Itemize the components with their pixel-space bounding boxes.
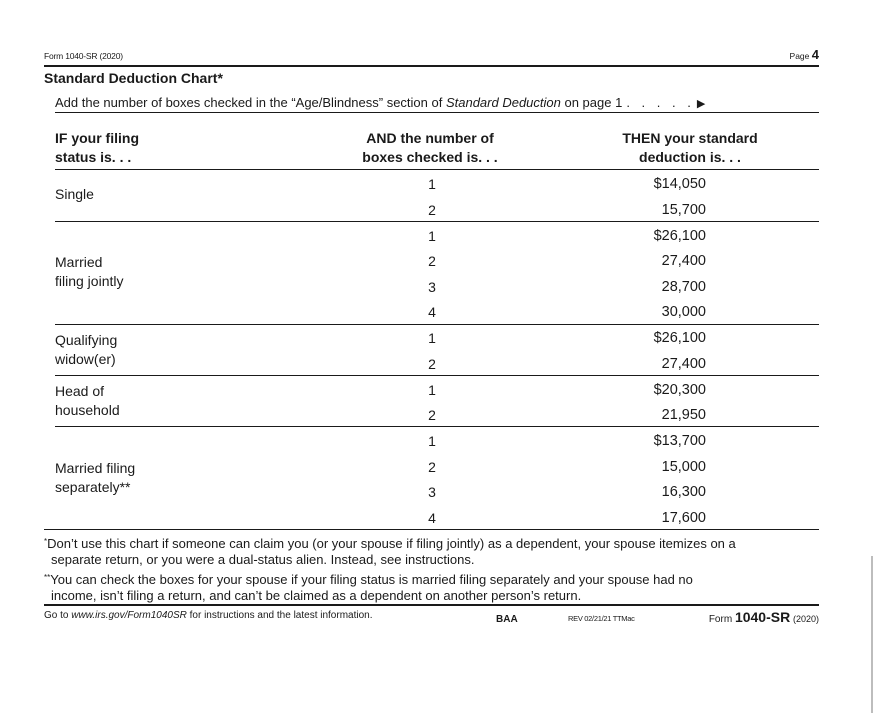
status-line: household: [55, 402, 120, 418]
deduction-amount: 27,400: [661, 253, 706, 269]
status-line: Head of: [55, 383, 105, 399]
footnote-1: [44, 534, 824, 568]
footer-goto: [44, 610, 373, 621]
page-number: [790, 47, 819, 62]
deduction-amount: 30,000: [661, 304, 706, 320]
boxes-checked: 3: [428, 484, 436, 500]
footnote-text: separate return, or you were a dual-status alien. Instead, see instructions.: [51, 552, 475, 567]
boxes-checked: 2: [428, 356, 436, 372]
column-header-boxes: [355, 129, 505, 167]
deduction-amount: $26,100: [653, 330, 706, 346]
deduction-amount: 16,300: [661, 484, 706, 500]
boxes-checked: 1: [428, 382, 436, 398]
deduction-amount: 17,600: [661, 510, 706, 526]
footnote-2: [44, 570, 824, 604]
column-header-filing-status: [55, 129, 139, 167]
footnote-text: You can check the boxes for your spouse if your filing status is married filing separately and your spouse had no: [50, 572, 693, 587]
filing-status-single: [55, 185, 94, 204]
status-line: Single: [55, 186, 94, 202]
form-name: 1040-SR: [734, 609, 791, 625]
footnote-marker: **: [44, 573, 51, 582]
chart-title: Standard Deduction Chart*: [44, 70, 223, 86]
group-divider: [55, 324, 819, 325]
filing-status-qualifying-widower: [55, 331, 117, 369]
column-header-line: status is. . .: [55, 149, 132, 165]
column-header-line: deduction is. . .: [639, 149, 741, 165]
baa-label: BAA: [496, 614, 518, 625]
form-prefix: Form: [708, 614, 733, 625]
column-header-line: IF your filing: [55, 130, 139, 146]
group-divider: [55, 426, 819, 427]
deduction-amount: 28,700: [661, 279, 706, 295]
deduction-amount: 15,000: [661, 459, 706, 475]
page-prefix: Page: [789, 51, 810, 61]
deduction-amount: 27,400: [661, 356, 706, 372]
deduction-amount: $20,300: [653, 382, 706, 398]
boxes-checked: 4: [428, 510, 436, 526]
boxes-checked: 4: [428, 304, 436, 320]
deduction-amount: 15,700: [661, 202, 706, 218]
boxes-checked: 2: [428, 459, 436, 475]
boxes-checked: 1: [428, 228, 436, 244]
column-header-line: AND the number of: [366, 130, 494, 146]
chart-bottom-rule: [44, 529, 819, 530]
column-header-line: THEN your standard: [622, 130, 758, 146]
status-line: Married: [55, 254, 103, 270]
boxes-checked: 2: [428, 407, 436, 423]
footer-rule: [44, 604, 819, 606]
revision-label: REV 02/21/21 TTMac: [568, 614, 635, 623]
deduction-amount: $14,050: [653, 176, 706, 192]
arrow-right-icon: ▶: [696, 98, 706, 110]
footer-text: for instructions and the latest information.: [186, 610, 373, 621]
page-number-value: 4: [811, 47, 819, 62]
status-line: filing jointly: [55, 273, 124, 289]
column-header-rule: [55, 169, 819, 170]
group-divider: [55, 221, 819, 222]
filing-status-head-of-household: [55, 382, 120, 420]
status-line: separately**: [55, 479, 131, 495]
header-rule: [44, 65, 819, 67]
column-header-deduction: [600, 129, 780, 167]
footer-text: Go to: [44, 610, 72, 621]
instruction-text: Add the number of boxes checked in the “Age/Blindness” section of: [55, 95, 446, 110]
status-line: widow(er): [55, 351, 116, 367]
column-header-line: boxes checked is. . .: [362, 149, 498, 165]
status-line: Married filing: [55, 460, 136, 476]
instruction-text-end: on page 1: [560, 95, 623, 110]
footnote-marker: *: [44, 537, 48, 546]
boxes-checked: 1: [428, 330, 436, 346]
group-divider: [55, 375, 819, 376]
boxes-checked: 2: [428, 253, 436, 269]
boxes-checked: 1: [428, 176, 436, 192]
boxes-checked: 3: [428, 279, 436, 295]
form-label: Form 1040-SR (2020): [44, 51, 123, 61]
status-line: Qualifying: [55, 332, 118, 348]
deduction-amount: 21,950: [661, 407, 706, 423]
boxes-checked: 1: [428, 433, 436, 449]
instruction-italic: Standard Deduction: [445, 95, 561, 110]
instruction-dots: . . . . .: [626, 95, 695, 110]
chart-instruction: [55, 95, 705, 110]
deduction-amount: $26,100: [653, 228, 706, 244]
footnote-text: income, isn’t filing a return, and can’t be claimed as a dependent on another person’s return.: [51, 588, 582, 603]
form-footer: [709, 609, 819, 625]
footnote-text: Don’t use this chart if someone can claim you (or your spouse if filing jointly) as a dependent, your spouse itemizes on a: [47, 536, 736, 551]
form-year: (2020): [792, 614, 819, 624]
irs-link[interactable]: www.irs.gov/Form1040SR: [71, 610, 187, 621]
filing-status-married-separately: [55, 459, 135, 497]
deduction-amount: $13,700: [653, 433, 706, 449]
filing-status-married-jointly: [55, 253, 123, 291]
instruction-rule: [55, 112, 819, 113]
boxes-checked: 2: [428, 202, 436, 218]
